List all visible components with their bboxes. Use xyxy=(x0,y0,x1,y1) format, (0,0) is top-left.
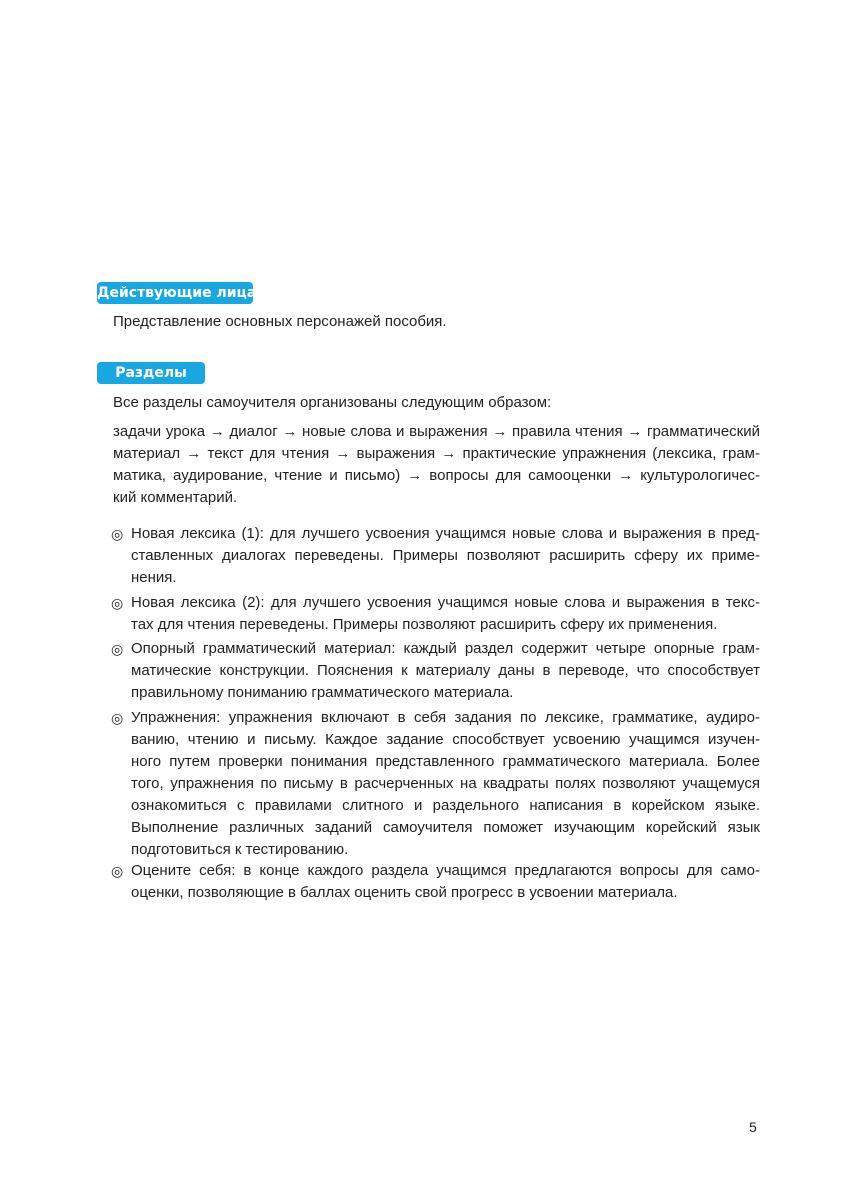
item-line: Выполнение различных заданий самоучителя поможет изучающим корейский язык xyxy=(131,819,760,836)
flow-line: матика, аудирование, чтение и письмо) → вопросы для самооценки → культурологичес- xyxy=(113,467,760,484)
bullet-icon: ◎ xyxy=(111,641,124,657)
characters-description: Представление основных персонажей пособия. xyxy=(113,313,447,330)
item-line: ванию, чтению и письму. Каждое задание способствует усвоению учащимся изучен- xyxy=(131,731,760,748)
item-line: Оцените себя: в конце каждого раздела учащимся предлагаются вопросы для само- xyxy=(131,862,760,879)
item-line: ного путем проверки понимания представленного грамматического материала. Более xyxy=(131,753,760,770)
item-line: матические конструкции. Пояснения к материалу даны в переводе, что способствует xyxy=(131,662,760,679)
item-line: Опорный грамматический материал: каждый раздел содержит четыре опорные грам- xyxy=(131,640,760,657)
section-badge-characters: Действующие лица xyxy=(97,282,253,304)
item-line: Упражнения: упражнения включают в себя задания по лексике, грамматике, аудиро- xyxy=(131,709,760,726)
item-line: Новая лексика (1): для лучшего усвоения учащимся новые слова и выражения в пред- xyxy=(131,525,760,542)
flow-line: задачи урока → диалог → новые слова и выражения → правила чтения → грамматический xyxy=(113,423,760,440)
item-line: ставленных диалогах переведены. Примеры позволяют расширить сферу их приме- xyxy=(131,547,760,564)
item-line: нения. xyxy=(131,569,177,586)
bullet-icon: ◎ xyxy=(111,595,124,611)
section-badge-parts: Разделы xyxy=(97,362,205,384)
item-line: Новая лексика (2): для лучшего усвоения учащимся новые слова и выражения в текс- xyxy=(131,594,760,611)
flow-line: кий комментарий. xyxy=(113,489,238,506)
item-line: того, упражнения по письму в расчерченных на квадраты полях позволяют учащемуся xyxy=(131,775,760,792)
item-line: оценки, позволяющие в баллах оценить свой прогресс в усвоении материала. xyxy=(131,884,678,901)
bullet-icon: ◎ xyxy=(111,710,124,726)
parts-intro: Все разделы самоучителя организованы следующим образом: xyxy=(113,394,552,411)
item-line: подготовиться к тестированию. xyxy=(131,841,349,858)
item-line: правильному пониманию грамматического материала. xyxy=(131,684,514,701)
flow-line: материал → текст для чтения → выражения → практические упражнения (лексика, грам- xyxy=(113,445,760,462)
item-line: тах для чтения переведены. Примеры позволяют расширить сферу их применения. xyxy=(131,616,718,633)
page-number: 5 xyxy=(749,1119,757,1135)
bullet-icon: ◎ xyxy=(111,863,124,879)
item-line: ознакомиться с правилами слитного и раздельного написания в корейском языке. xyxy=(131,797,760,814)
bullet-icon: ◎ xyxy=(111,526,124,542)
